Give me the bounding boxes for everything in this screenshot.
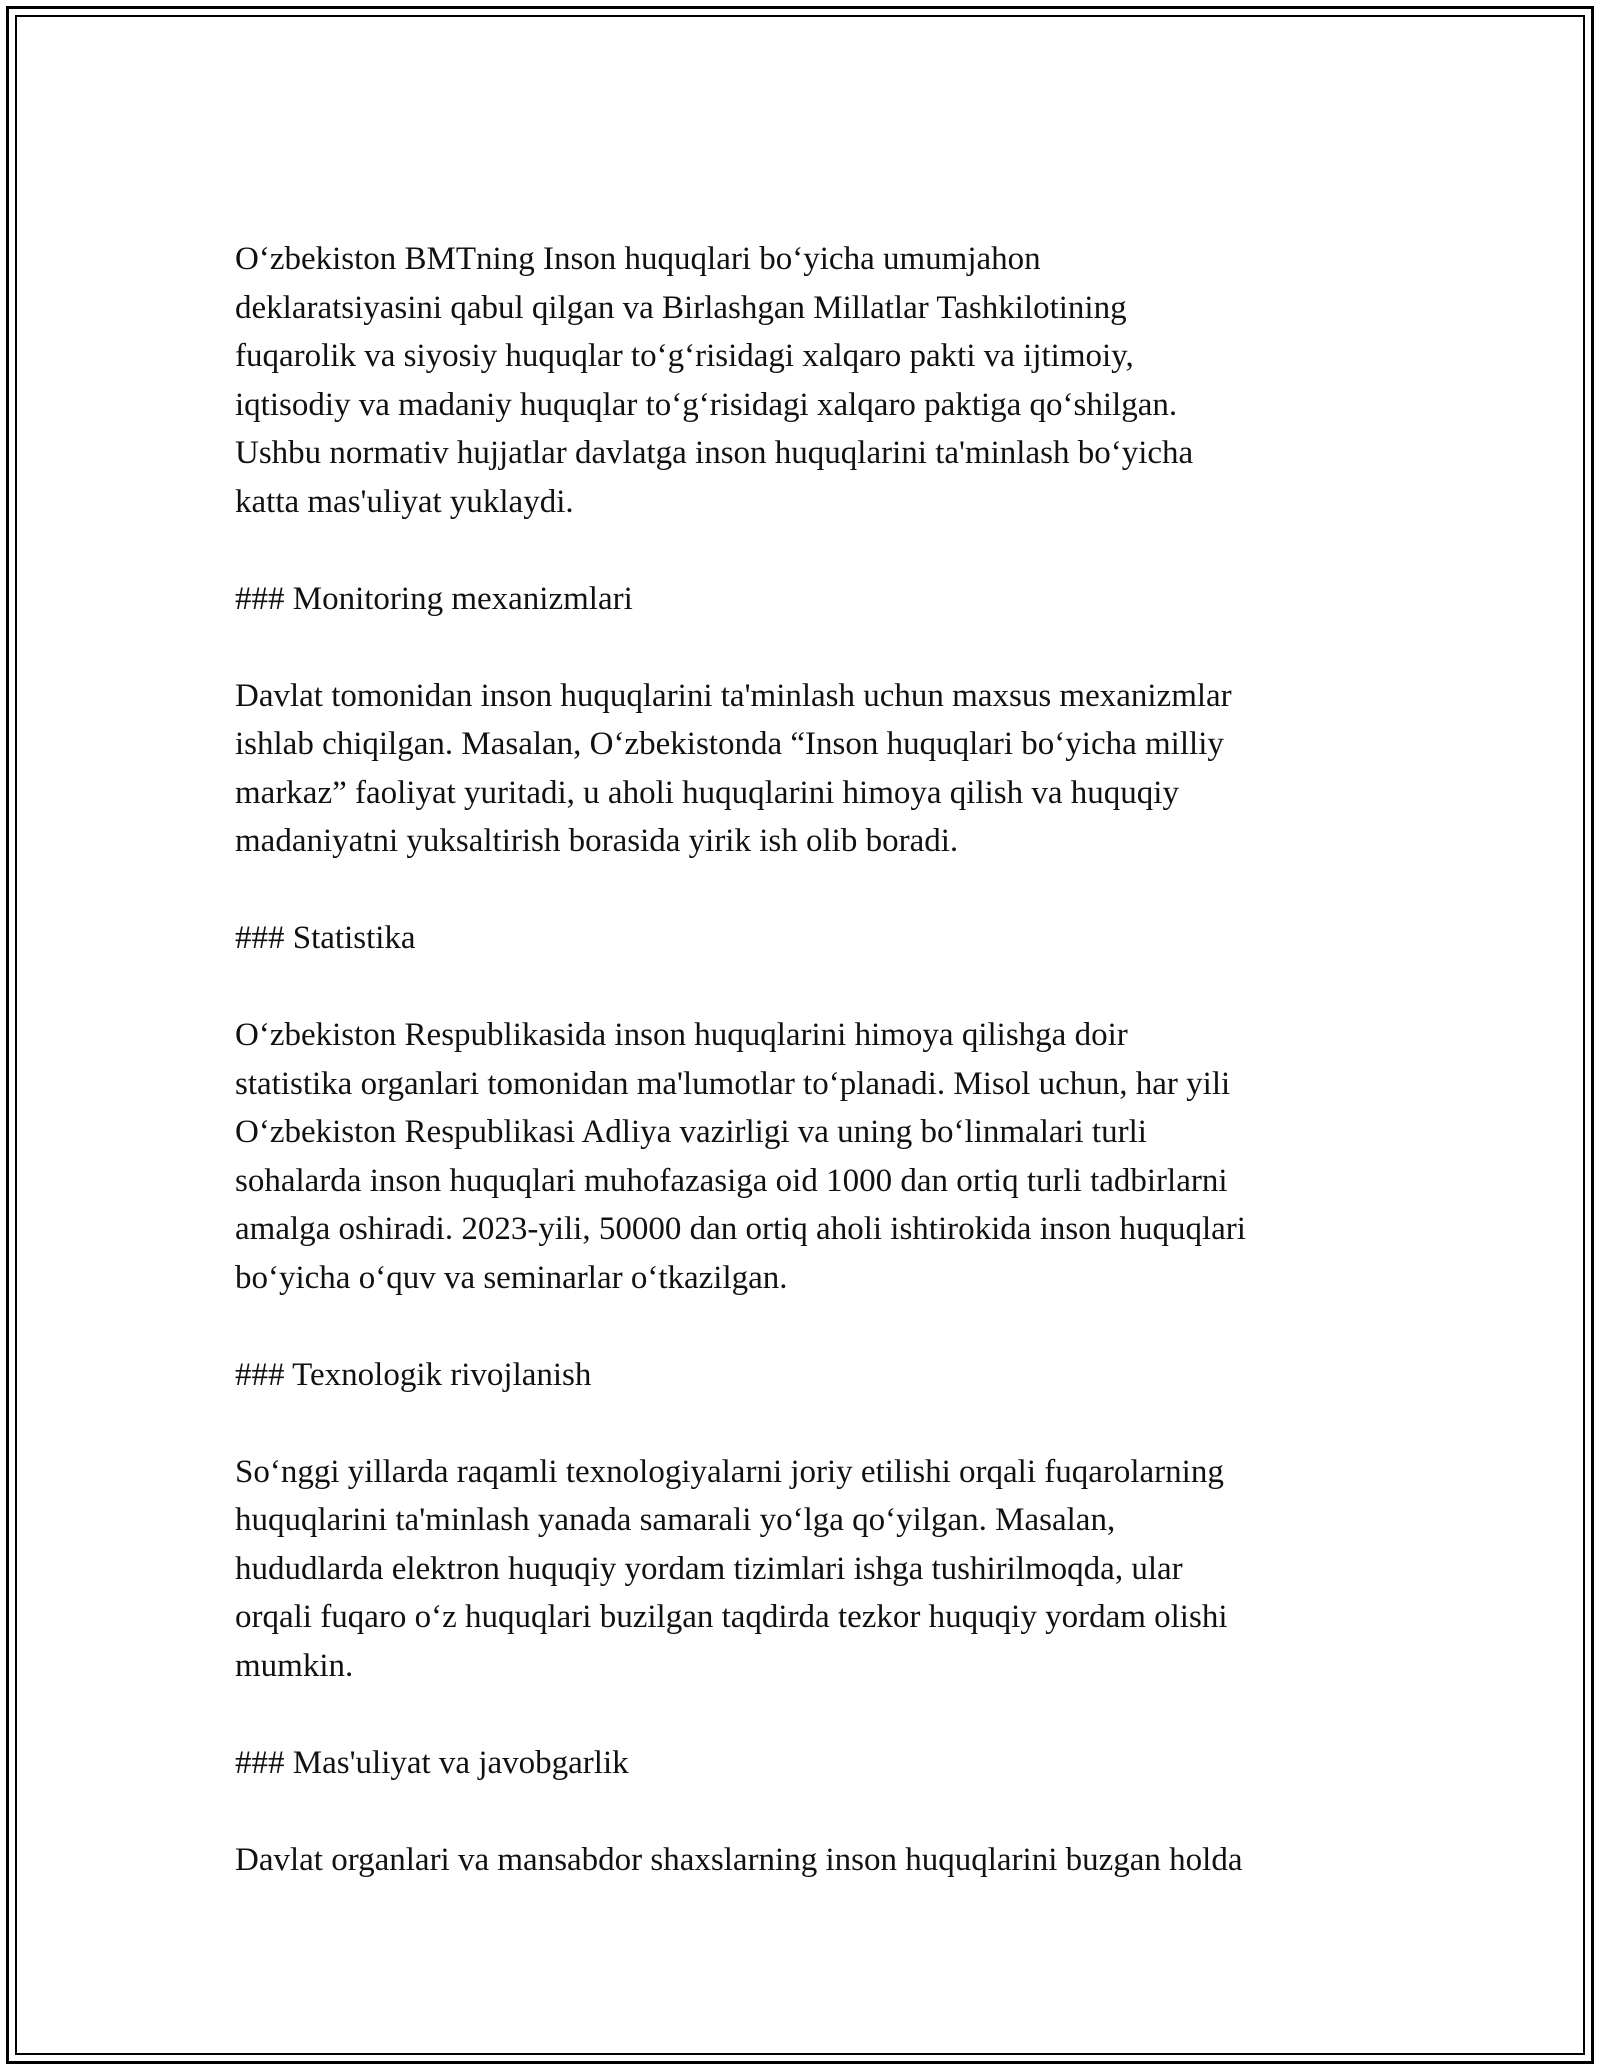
document-body <box>235 235 1365 1933</box>
monitoring-paragraph: Davlat tomonidan inson huquqlarini ta'minlash uchun maxsus mexanizmlar ishlab chiqilgan. Masalan, O‘zbekistonda “Inson huquqlari bo‘yicha milliy markaz” faoliyat yuritadi, u aholi huquqlarini himoya qilish va huquqiy madaniyatni yuksaltirish borasida yirik ish olib boradi. <box>235 677 1232 859</box>
section-heading-masuliyat: ### Mas'uliyat va javobgarlik <box>235 1744 629 1781</box>
texnologik-paragraph: So‘nggi yillarda raqamli texnologiyalarni joriy etilishi orqali fuqarolarning huquqlarini ta'minlash yanada samarali yo‘lga qo‘yilgan. Masalan, hududlarda elektron huquqiy yordam tizimlari ishga tushirilmoqda, ular orqali fuqaro o‘z huquqlari buzilgan taqdirda tezkor huquqiy yordam olishi mumkin. <box>235 1453 1228 1684</box>
masuliyat-paragraph: Davlat organlari va mansabdor shaxslarning inson huquqlarini buzgan holda <box>235 1841 1243 1878</box>
section-heading-monitoring: ### Monitoring mexanizmlari <box>235 580 633 617</box>
statistika-paragraph: O‘zbekiston Respublikasida inson huquqlarini himoya qilishga doir statistika organlari tomonidan ma'lumotlar to‘planadi. Misol uchun, har yili O‘zbekiston Respublikasi Adliya vazirligi va uning bo‘linmalari turli sohalarda inson huquqlari muhofazasiga oid 1000 dan ortiq turli tadbirlarni amalga oshiradi. 2023-yili, 50000 dan ortiq aholi ishtirokida inson huquqlari bo‘yicha o‘quv va seminarlar o‘tkazilgan. <box>235 1017 1246 1296</box>
section-heading-statistika: ### Statistika <box>235 920 416 956</box>
section-heading-texnologik: ### Texnologik rivojlanish <box>235 1356 592 1393</box>
intro-paragraph: O‘zbekiston BMTning Inson huquqlari bo‘yicha umumjahon deklaratsiyasini qabul qilgan va Birlashgan Millatlar Tashkilotining fuqarolik va siyosiy huquqlar to‘g‘risidagi xalqaro pakti va ijtimoiy, iqtisodiy va madaniy huquqlar to‘g‘risidagi xalqaro paktiga qo‘shilgan. Ushbu normativ hujjatlar davlatga inson huquqlarini ta'minlash bo‘yicha katta mas'uliyat yuklaydi. <box>235 241 1194 520</box>
